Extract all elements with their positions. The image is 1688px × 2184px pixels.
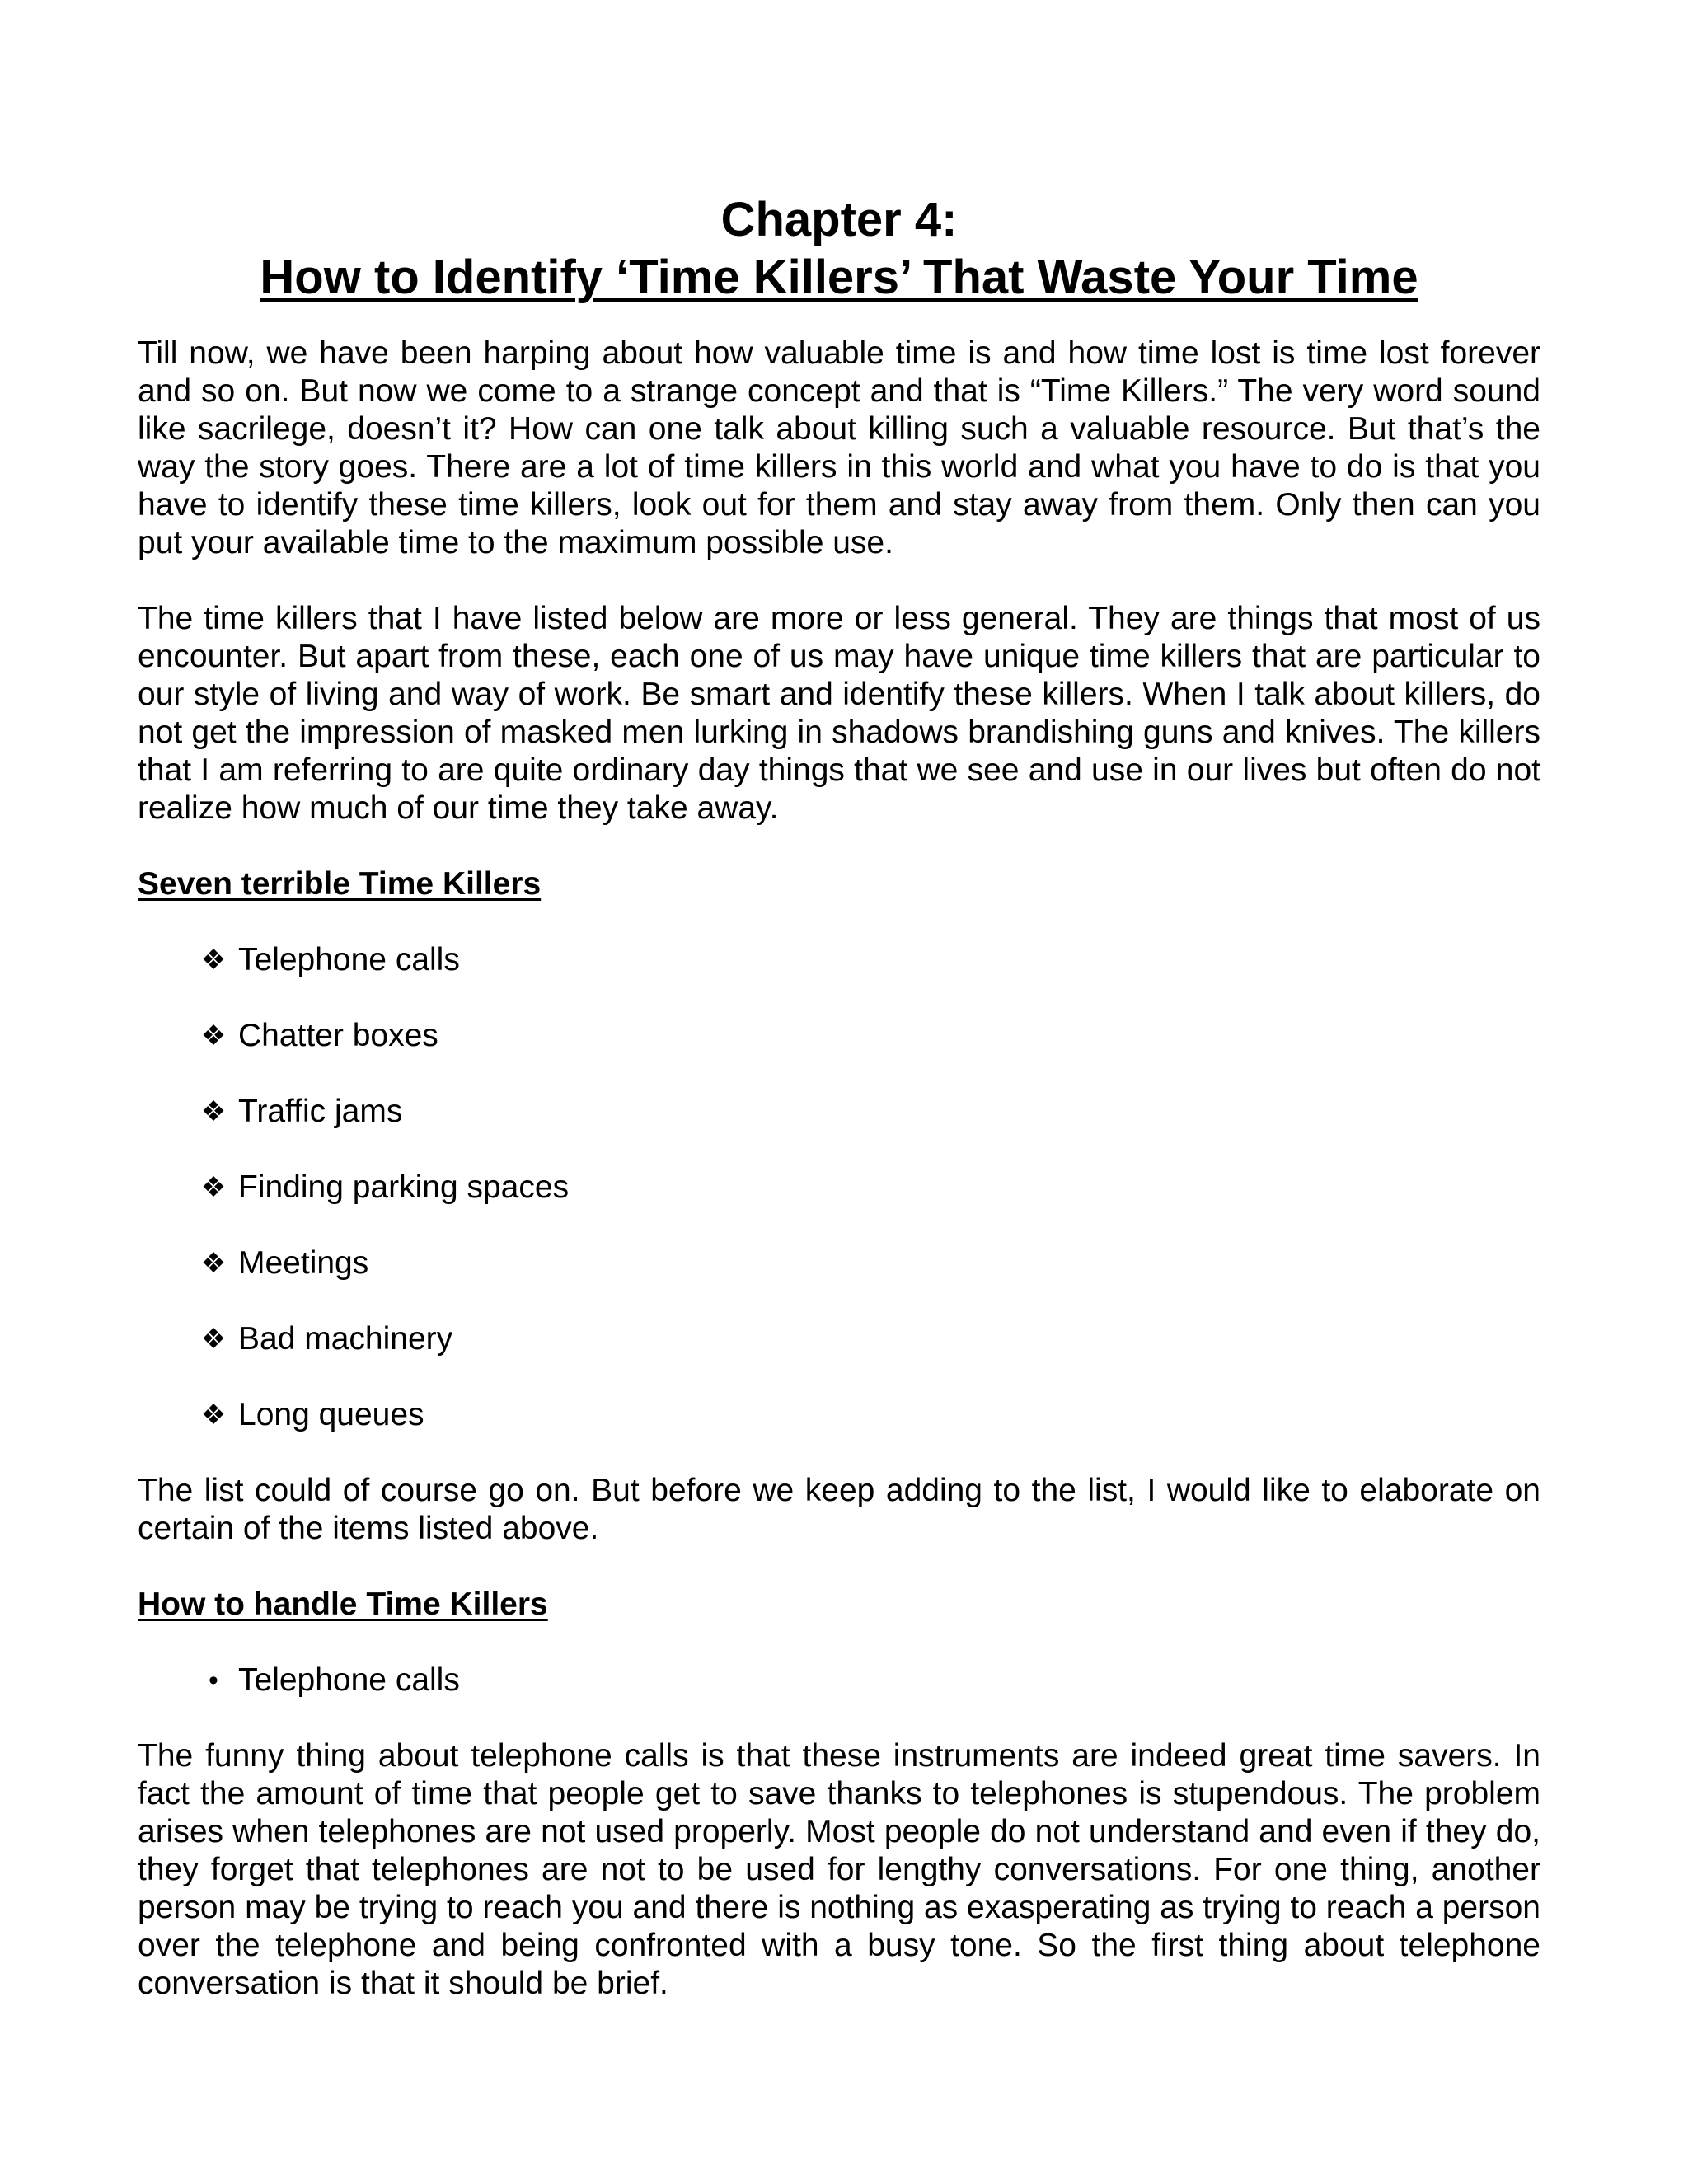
list-item-label: Finding parking spaces (238, 1169, 570, 1205)
seven-killers-heading: Seven terrible Time Killers (138, 866, 542, 902)
list-item-label: Long queues (238, 1397, 424, 1432)
list-item-label: Traffic jams (238, 1094, 403, 1129)
handle-killers-heading: How to handle Time Killers (138, 1586, 548, 1622)
diamond-bullet-icon: ❖ (200, 1248, 227, 1279)
list-item (138, 941, 1540, 979)
diamond-bullet-icon: ❖ (200, 1172, 227, 1203)
diamond-bullet-icon: ❖ (200, 1020, 227, 1052)
seven-killers-list (138, 941, 1540, 1434)
after-list-paragraph: The list could of course go on. But before we keep adding to the list, I would like to elaborate on certain of the items listed above. (138, 1473, 1540, 1546)
diamond-bullet-icon: ❖ (200, 1399, 227, 1431)
list-item (138, 1320, 1540, 1358)
document-page (138, 191, 1540, 2041)
chapter-subtitle: How to Identify ‘Time Killers’ That Waste Your Time (260, 251, 1418, 304)
list-item (138, 1169, 1540, 1207)
handle-killers-list (138, 1661, 1540, 1699)
round-bullet-icon: • (209, 1665, 218, 1696)
list-item-label: Bad machinery (238, 1321, 453, 1357)
list-item (138, 1017, 1540, 1055)
list-item (138, 1396, 1540, 1434)
intro-paragraph-2: The time killers that I have listed below are more or less general. They are things that most of us encounter. But apart from these, each one of us may have unique time killers that are particular to our style of living and way of work. Be smart and identify these killers. When I talk about killers, do not get the impression of masked men lurking in shadows brandishing guns and knives. The killers that I am referring to are quite ordinary day things that we see and use in our lives but often do not realize how much of our time they take away. (138, 601, 1540, 826)
telephone-paragraph: The funny thing about telephone calls is that these instruments are indeed great time savers. In fact the amount of time that people get to save thanks to telephones is stupendous. The problem arises when telephones are not used properly. Most people do not understand and even if they do, they forget that telephones are not to be used for lengthy conversations. For one thing, another person may be trying to reach you and there is nothing as exasperating as trying to reach a person over the telephone and being confronted with a busy tone. So the first thing about telephone conversation is that it should be brief. (138, 1738, 1540, 2001)
intro-paragraph-1: Till now, we have been harping about how valuable time is and how time lost is time lost forever and so on. But now we come to a strange concept and that is “Time Killers.” The very word sound like sacrilege, doesn’t it? How can one talk about killing such a valuable resource. But that’s the way the story goes. There are a lot of time killers in this world and what you have to do is that you have to identify these time killers, look out for them and stay away from them. Only then can you put your available time to the maximum possible use. (138, 335, 1540, 560)
chapter-title: Chapter 4: (720, 193, 958, 246)
list-item-label: Meetings (238, 1245, 369, 1281)
list-item-label: Telephone calls (238, 942, 460, 977)
diamond-bullet-icon: ❖ (200, 1096, 227, 1127)
list-item (138, 1661, 1540, 1699)
list-item (138, 1244, 1540, 1282)
list-item-label: Telephone calls (238, 1662, 460, 1698)
diamond-bullet-icon: ❖ (200, 1324, 227, 1355)
list-item-label: Chatter boxes (238, 1018, 438, 1053)
list-item (138, 1093, 1540, 1131)
diamond-bullet-icon: ❖ (200, 944, 227, 976)
